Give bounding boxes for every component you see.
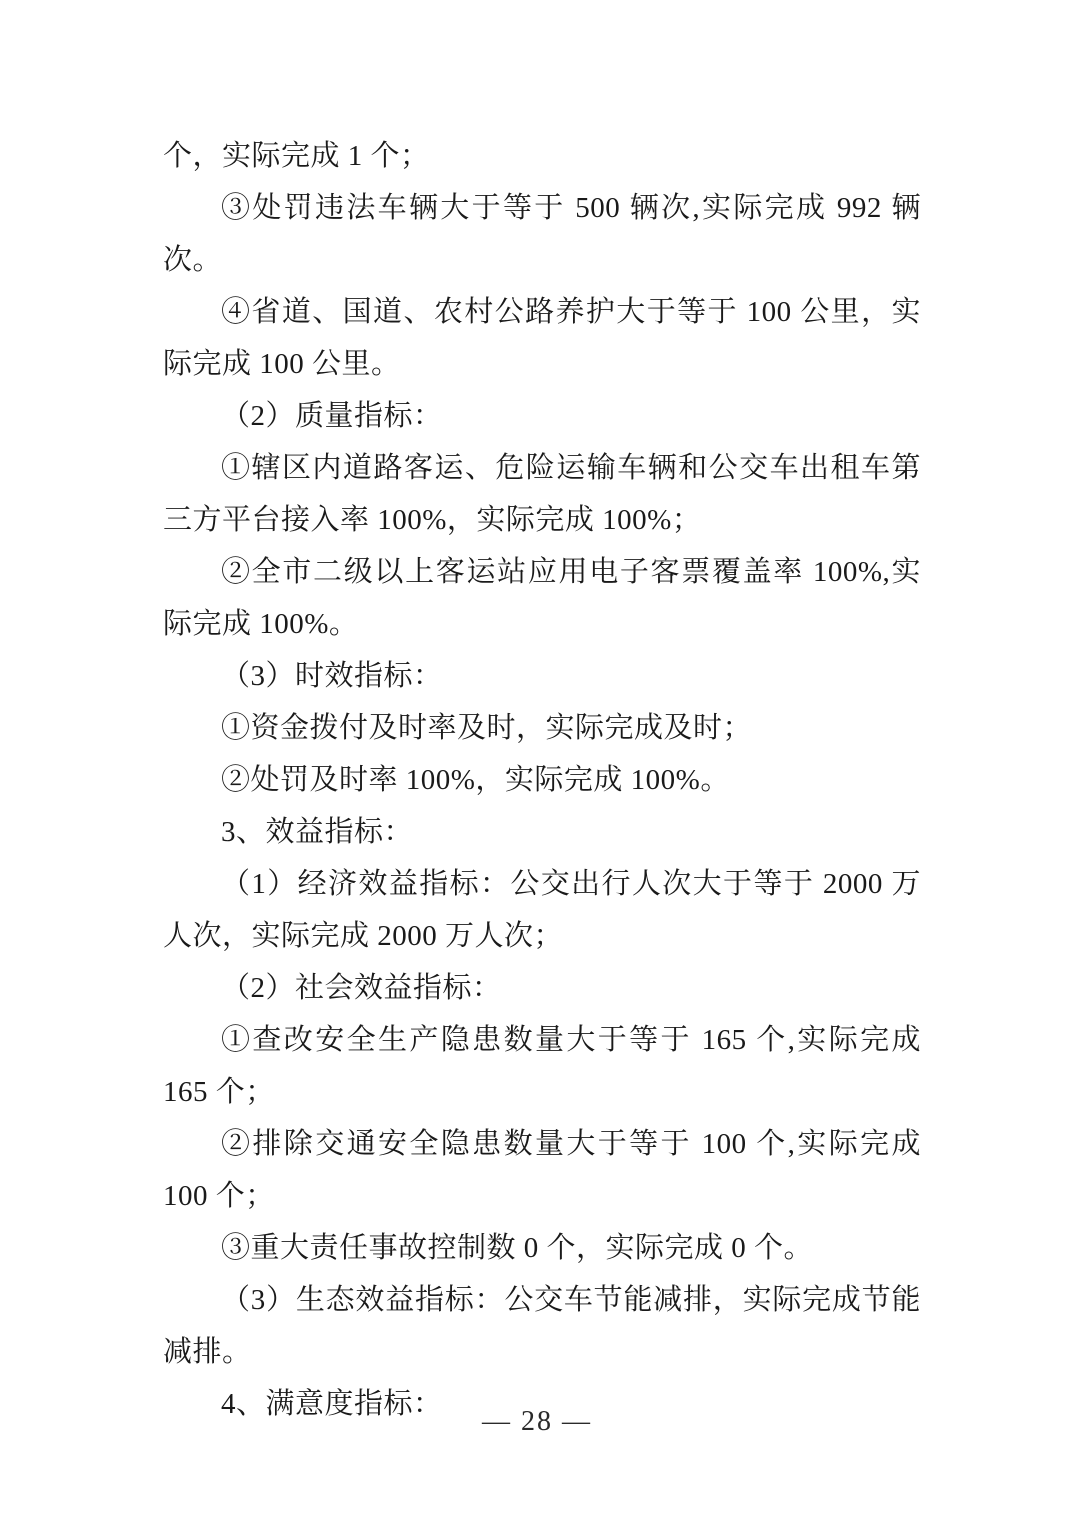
document-body-text — [163, 130, 921, 1430]
paragraph: （2）质量指标： — [221, 400, 443, 432]
page-footer — [0, 1404, 1074, 1440]
paragraph: （3）生态效益指标：公交车节能减排，实际完成节能减排。 — [163, 1284, 921, 1368]
paragraph: ②排除交通安全隐患数量大于等于 100 个,实际完成 100 个； — [163, 1128, 921, 1212]
paragraph: （2）社会效益指标： — [221, 972, 502, 1004]
paragraph: ②处罚及时率 100%，实际完成 100%。 — [221, 764, 730, 796]
paragraph: ②全市二级以上客运站应用电子客票覆盖率 100%,实际完成 100%。 — [163, 556, 921, 640]
paragraph: ①辖区内道路客运、危险运输车辆和公交车出租车第三方平台接入率 100%，实际完成 100%； — [163, 452, 921, 536]
page-number: — 28 — — [482, 1406, 592, 1437]
paragraph: ①资金拨付及时率及时，实际完成及时； — [221, 712, 753, 744]
paragraph: （1）经济效益指标：公交出行人次大于等于 2000 万人次，实际完成 2000 万人次； — [163, 868, 921, 952]
paragraph: 3、效益指标： — [221, 816, 414, 848]
paragraph: ③处罚违法车辆大于等于 500 辆次,实际完成 992 辆次。 — [163, 192, 921, 276]
paragraph: ④省道、国道、农村公路养护大于等于 100 公里，实际完成 100 公里。 — [163, 296, 921, 380]
paragraph: （3）时效指标： — [221, 660, 443, 692]
paragraph: 个，实际完成 1 个； — [163, 140, 430, 172]
paragraph: ①查改安全生产隐患数量大于等于 165 个,实际完成 165 个； — [163, 1024, 921, 1108]
paragraph: 4、满意度指标： — [221, 1388, 443, 1420]
paragraph: ③重大责任事故控制数 0 个，实际完成 0 个。 — [221, 1232, 814, 1264]
